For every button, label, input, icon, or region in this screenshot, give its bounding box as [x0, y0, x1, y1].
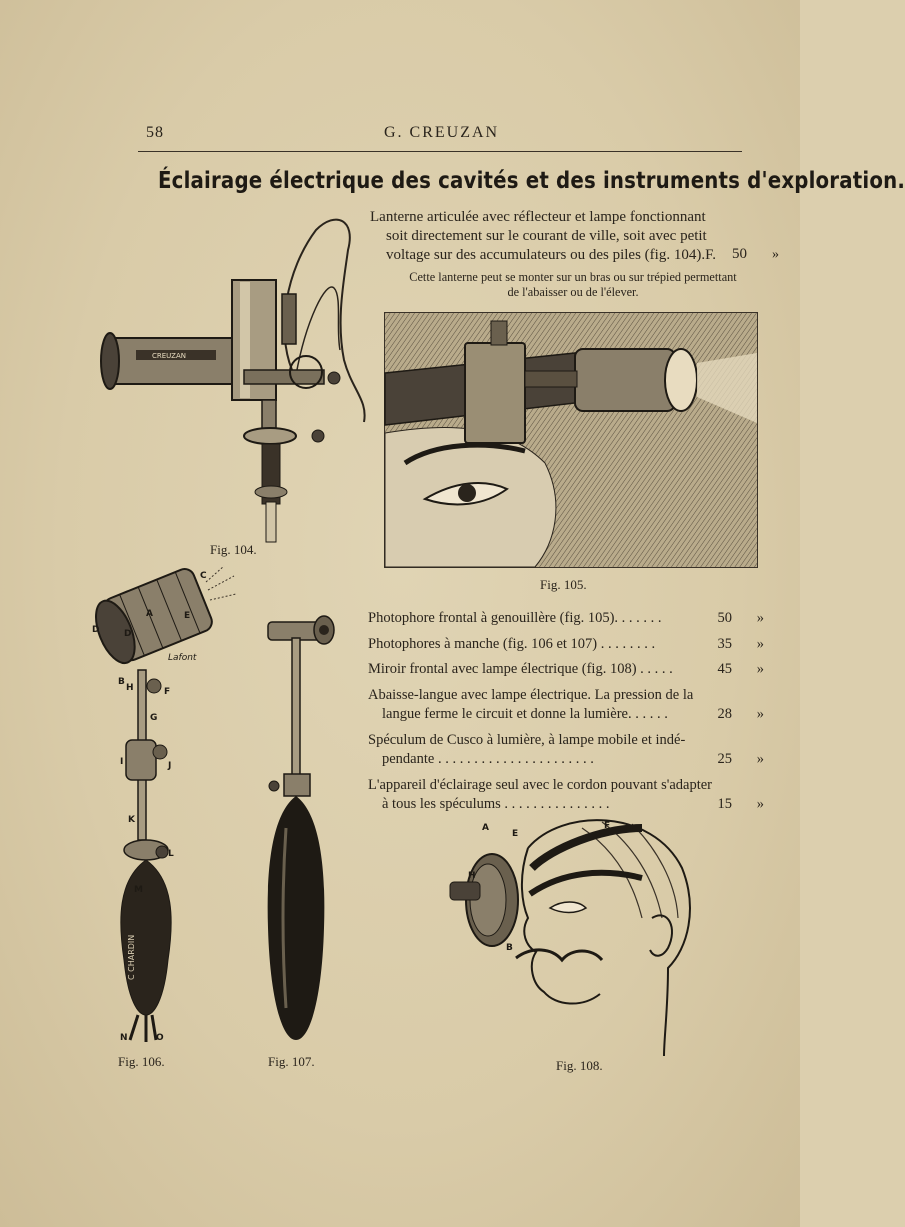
fig107-caption: Fig. 107. — [268, 1054, 315, 1069]
fig108-head-mirror-illustration — [432, 808, 702, 1058]
fig108-letter: H — [468, 871, 476, 881]
running-title: G. CREUZAN — [384, 124, 500, 141]
fig104-lantern-illustration — [96, 210, 376, 550]
header-rule — [138, 151, 742, 152]
fig106-letter: N — [120, 1033, 128, 1043]
fig104-caption: Fig. 104. — [210, 542, 257, 557]
section-title: Éclairage électrique des cavités et des instruments d'exploration. — [158, 168, 905, 194]
fig106-letter: K — [128, 815, 135, 825]
fig106-letter: A — [146, 609, 153, 619]
item-price-unit: » — [756, 796, 764, 812]
price-list-item — [368, 731, 770, 770]
fig106-letter: I — [120, 757, 124, 767]
lantern-price-unit: » — [772, 247, 779, 262]
fig106-letter: E — [184, 611, 191, 621]
brand-lafont: Lafont — [168, 653, 197, 663]
item-text: Photophore frontal à genouillère (fig. 105). . . . . . . — [368, 610, 662, 626]
item-price: 25 — [717, 751, 732, 767]
item-price: 15 — [717, 796, 732, 812]
lantern-line-1: Lanterne articulée avec réflecteur et lampe fonctionnant — [370, 209, 706, 225]
item-text: Photophores à manche (fig. 106 et 107) . . . . . . . . — [368, 635, 656, 652]
fig108-letter: A — [482, 823, 489, 833]
price-list — [368, 609, 770, 821]
fig106-letter: H — [126, 683, 134, 693]
fig108-letter: F — [604, 821, 611, 831]
item-price-unit: » — [756, 635, 764, 652]
lantern-description — [370, 208, 722, 265]
item-price: 35 — [717, 635, 732, 652]
item-text-continued: pendante . . . . . . . . . . . . . . . . . . . . . . — [382, 751, 594, 767]
price-list-item — [368, 609, 770, 629]
lantern-price: 50 — [732, 246, 747, 262]
item-text: Miroir frontal avec lampe électrique (fig. 108) . . . . . — [368, 661, 673, 677]
fig108-caption: Fig. 108. — [556, 1058, 603, 1073]
fig106-letter: D — [124, 629, 132, 639]
item-text: L'appareil d'éclairage seul avec le cordon pouvant s'adapter — [368, 776, 712, 793]
fig106-letter: F — [164, 687, 171, 697]
fig107-photophore-handle-illustration — [256, 608, 346, 1048]
item-price-unit: » — [756, 751, 764, 767]
item-price-unit: » — [756, 706, 764, 722]
note-line-1: Cette lanterne peut se monter sur un bras ou sur trépied permettant — [409, 270, 737, 284]
fig105-headband-illustration — [385, 313, 757, 567]
fig108-letter: B — [506, 943, 513, 953]
note-line-2: de l'abaisser ou de l'élever. — [507, 285, 639, 299]
item-text-continued: langue ferme le circuit et donne la lumière. . . . . . — [382, 706, 668, 722]
lantern-line-2: soit directement sur le courant de ville, soit avec petit — [386, 228, 707, 244]
lantern-line-3: voltage sur des accumulateurs ou des piles (fig. 104).F. — [386, 247, 716, 263]
page-number: 58 — [146, 124, 164, 141]
fig106-caption: Fig. 106. — [118, 1054, 165, 1069]
item-text: Spéculum de Cusco à lumière, à lampe mobile et indé- — [368, 731, 686, 748]
price-list-item — [368, 635, 770, 655]
item-text: Abaisse-langue avec lampe électrique. La pression de la — [368, 686, 694, 703]
fig106-letter: J — [168, 761, 172, 771]
fig106-letter: O — [156, 1033, 164, 1043]
lantern-note — [380, 270, 766, 300]
price-list-item — [368, 660, 770, 680]
brand-chardin: C CHARDIN — [127, 934, 136, 980]
fig108-letter: E — [512, 829, 519, 839]
fig106-letter: L — [168, 849, 174, 859]
item-price-unit: » — [756, 661, 764, 677]
item-price: 28 — [717, 706, 732, 722]
item-price: 50 — [717, 610, 732, 626]
item-price: 45 — [717, 661, 732, 677]
fig106-letter: B — [118, 677, 125, 687]
fig105-frame — [384, 312, 758, 568]
fig106-photophore-handle-illustration — [88, 560, 238, 1050]
brand-creuzan: CREUZAN — [152, 352, 186, 360]
item-price-unit: » — [756, 610, 764, 626]
price-list-item — [368, 686, 770, 725]
fig105-caption: Fig. 105. — [540, 577, 587, 592]
item-text-continued: à tous les spéculums . . . . . . . . . . . . . . . — [382, 796, 610, 812]
fig106-letter: C — [200, 571, 207, 581]
fig106-letter: M — [134, 885, 143, 895]
fig106-letter: D — [92, 625, 100, 635]
fig106-letter: G — [150, 713, 158, 723]
